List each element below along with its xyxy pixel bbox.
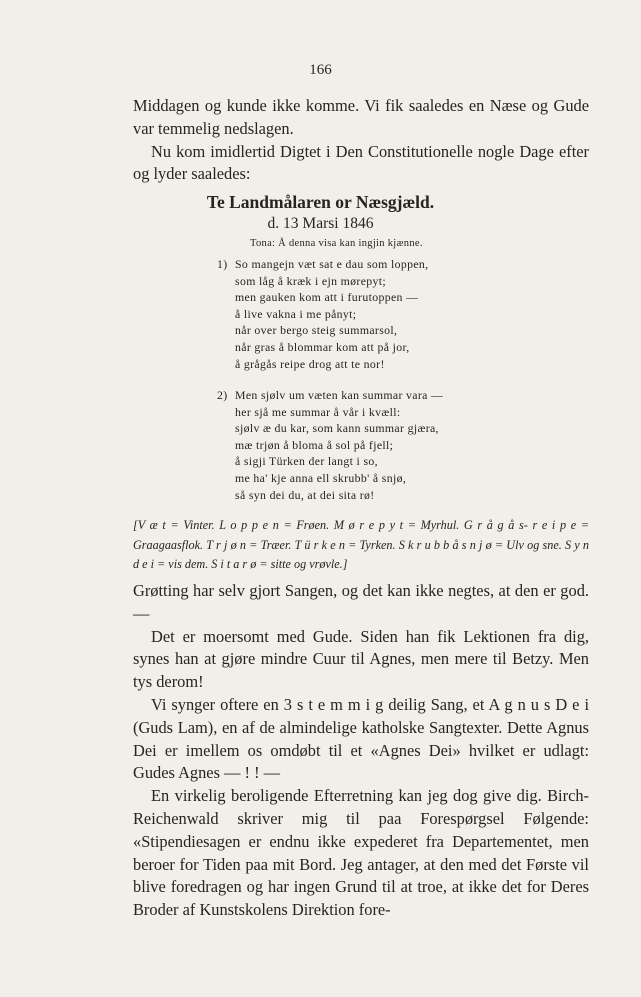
verse-line: å live vakna i me pånyt;: [235, 306, 357, 321]
verse-line: mæ trjøn å bloma å sol på fjell;: [235, 437, 394, 452]
verse-line: Men sjølv um væten kan summar vara —: [235, 388, 444, 402]
intro-text: [133, 95, 589, 186]
verse-line: me ha' kje anna ell skrubb' å snjø,: [235, 470, 407, 485]
poem-stanza: [217, 387, 443, 503]
paragraph: Grøtting har selv gjort Sangen, og det kan ikke negtes, at den er god. —: [133, 581, 589, 623]
verse-line: å grågås reipe drog att te nor!: [235, 356, 385, 371]
verse-line: her sjå me summar å vår i kvæll:: [235, 404, 401, 419]
verse-line: men gauken kom att i furutoppen —: [235, 290, 419, 305]
stanza-number: 1): [217, 257, 228, 271]
paragraph: En virkelig beroligende Efterretning kan jeg dog give dig. Birch-Reichenwald skriver mig til paa Forespørgsel Følgende: «Stipendiesagen er endnu ikke expederet fra Departementet, men beroer for Tiden paa mit Bord. Jeg antager, at den med det Første vil blive foredragen og har ingen Grund til at troe, at ikke det for Deres Broder af Kunstskolens Direktion fore-: [133, 786, 589, 920]
paragraph: Vi synger oftere en 3 s t e m m i g deilig Sang, et A g n u s D e i (Guds Lam), en af de almindelige katholske Sangtexter. Dette Agnus Dei er imellem os omdøbt til et «Agnes Dei» hvilket er udlagt: Gudes Agnes — ! ! —: [133, 694, 589, 783]
verse-line: sjølv æ du kar, som kann summar gjæra,: [235, 421, 439, 436]
poem-tune: Tona: Å denna visa kan ingjin kjænne.: [250, 238, 423, 249]
verse-line: når gras å blommar kom att på jor,: [235, 339, 410, 354]
stanza-number: 2): [217, 388, 228, 402]
outro-text: [133, 580, 589, 922]
paragraph: Middagen og kunde ikke komme. Vi fik saaledes en Næse og Gude var temmelig nedslagen.: [133, 96, 589, 138]
verse-line: So mangejn væt sat e dau som loppen,: [235, 257, 429, 271]
verse-line: som låg å kræk i ejn mørepyt;: [235, 273, 387, 288]
paragraph: Det er moersomt med Gude. Siden han fik Lektionen fra dig, synes han at gjøre mindre Cuur til Agnes, men mere til Betzy. Men tys derom!: [133, 626, 589, 692]
paragraph: Nu kom imidlertid Digtet i Den Constitutionelle nogle Dage efter og lyder saaledes:: [133, 141, 589, 184]
verse-line: så syn dei du, at dei sita rø!: [235, 487, 375, 502]
poem-title: Te Landmålaren or Næsgjæld.: [206, 192, 435, 212]
poem-date: d. 13 Marsi 1846: [267, 215, 374, 232]
verse-line: å sigji Türken der langt i so,: [235, 454, 378, 469]
poem-stanza: [217, 256, 428, 372]
page-number: 166: [309, 62, 332, 78]
poem-glossary: [V æ t = Vinter. L o p p e n = Frøen. M ø r e p y t = Myrhul. G r å g å s- r e i p e = Graagaasflok. T r j ø n = Træer. T ü r k e n = Tyrken. S k r u b b å s n j ø = Ulv og sne. S y n d e i = vis dem. S i t a r ø = sitte og vrøvle.]: [133, 518, 589, 571]
verse-line: når over bergo steig summarsol,: [235, 323, 398, 338]
